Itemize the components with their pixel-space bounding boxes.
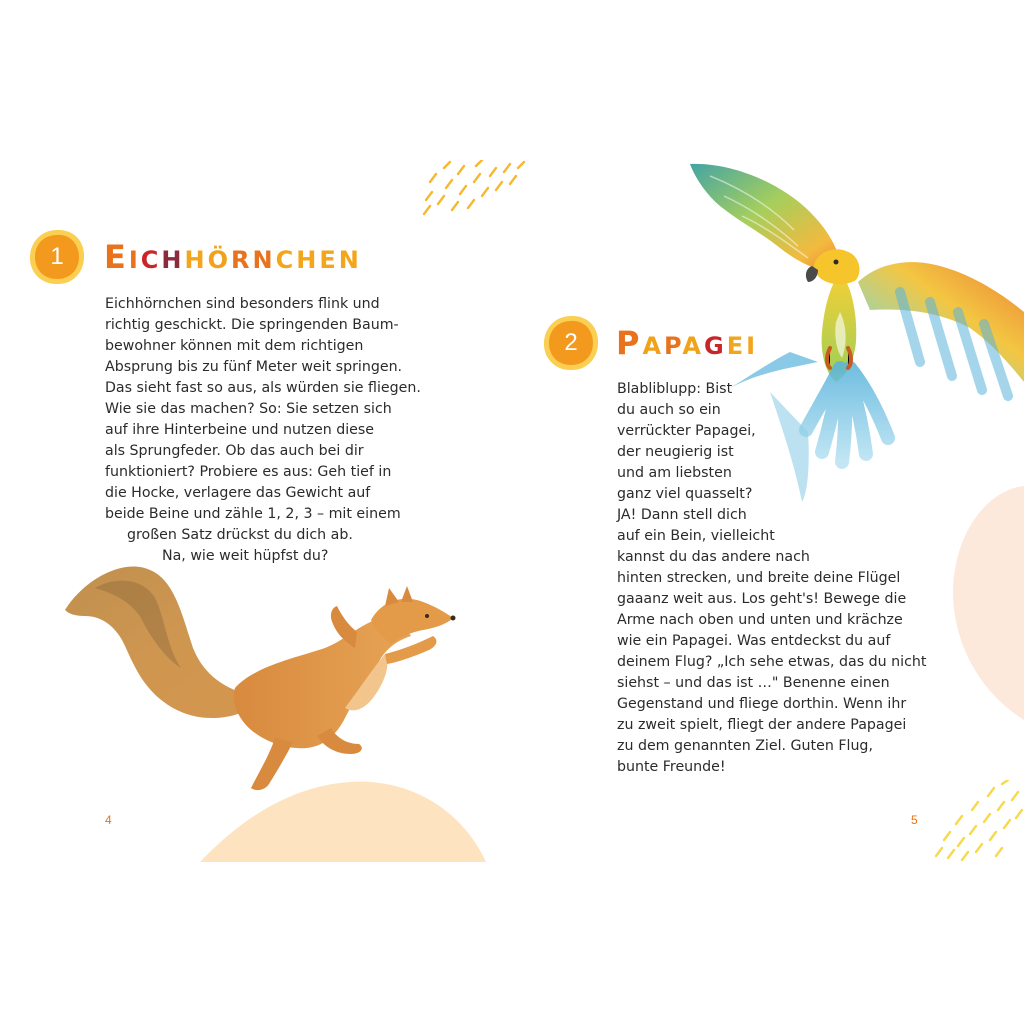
title-letter: H <box>296 246 320 274</box>
text-papagei <box>617 379 926 778</box>
text-line: gaaanz weit aus. Los geht's! Bewege die <box>617 591 907 607</box>
text-line: verrückter Papagei, <box>617 423 756 439</box>
text-line: Na, wie weit hüpfst du? <box>162 548 329 564</box>
title-letter: I <box>746 332 759 360</box>
section-number: 1 <box>50 243 64 270</box>
text-line: hinten strecken, und breite deine Flügel <box>617 570 901 586</box>
title-letter: A <box>642 332 665 360</box>
text-line: Blabliblupp: Bist <box>617 381 733 397</box>
title-letter: Ö <box>207 246 232 274</box>
text-line: bunte Freunde! <box>617 759 726 775</box>
text-line: Das sieht fast so aus, als würden sie fliegen. <box>105 380 421 396</box>
page-number-left: 4 <box>105 813 112 827</box>
text-line: deinem Flug? „Ich sehe etwas, das du nicht <box>617 654 927 670</box>
title-letter: N <box>252 246 276 274</box>
text-line: großen Satz drückst du dich ab. <box>127 527 353 543</box>
title-letter: E <box>726 332 747 360</box>
text-eichhoernchen <box>105 294 421 567</box>
text-line: funktioniert? Probiere es aus: Geh tief in <box>105 464 392 480</box>
text-line: Absprung bis zu fünf Meter weit springen. <box>105 359 403 375</box>
text-line: Wie sie das machen? So: Sie setzen sich <box>105 401 392 417</box>
title-letter: H <box>161 246 185 274</box>
title-letter: N <box>338 246 362 274</box>
title-letter: I <box>128 246 141 274</box>
text-line: ganz viel quasselt? <box>617 486 753 502</box>
text-line: bewohner können mit dem richtigen <box>105 338 364 354</box>
title-letter: R <box>231 246 253 274</box>
text-line: richtig geschickt. Die springenden Baum- <box>105 317 399 333</box>
dash-pattern-top <box>418 160 530 218</box>
title-letter: A <box>682 332 704 360</box>
text-line: beide Beine und zähle 1, 2, 3 – mit einem <box>105 506 401 522</box>
text-line: Eichhörnchen sind besonders flink und <box>105 296 380 312</box>
blob-left-bottom <box>200 780 486 862</box>
title-letter: C <box>275 246 297 274</box>
title-letter: E <box>104 238 129 276</box>
text-line: Gegenstand und fliege dorthin. Wenn ihr <box>617 696 907 712</box>
section-number: 2 <box>564 329 578 356</box>
text-line: du auch so ein <box>617 402 721 418</box>
page-number-right: 5 <box>911 813 918 827</box>
text-line: als Sprungfeder. Ob das auch bei dir <box>105 443 364 459</box>
title-letter: E <box>319 246 339 274</box>
title-letter: P <box>616 324 643 362</box>
text-line: Arme nach oben und unten und krächze <box>617 612 903 628</box>
dash-pattern-bottom <box>932 780 1024 862</box>
title-letter: H <box>184 246 208 274</box>
squirrel-illustration <box>55 558 465 798</box>
title-letter: P <box>664 332 683 360</box>
section-title-papagei <box>616 324 758 362</box>
text-line: der neugierig ist <box>617 444 734 460</box>
section-number-badge-1 <box>28 228 86 286</box>
text-line: kannst du das andere nach <box>617 549 810 565</box>
text-line: zu zweit spielt, fliegt der andere Papagei <box>617 717 907 733</box>
title-letter: G <box>704 332 727 360</box>
text-line: auf ein Bein, vielleicht <box>617 528 775 544</box>
text-line: JA! Dann stell dich <box>617 507 747 523</box>
text-line: auf ihre Hinterbeine und nutzen diese <box>105 422 375 438</box>
text-line: und am liebsten <box>617 465 732 481</box>
text-line: siehst – und das ist …" Benenne einen <box>617 675 890 691</box>
text-line: die Hocke, verlagere das Gewicht auf <box>105 485 371 501</box>
section-title-eichhoernchen <box>104 238 362 276</box>
title-letter: C <box>140 246 162 274</box>
text-line: zu dem genannten Ziel. Guten Flug, <box>617 738 873 754</box>
text-line: wie ein Papagei. Was entdeckst du auf <box>617 633 891 649</box>
section-number-badge-2 <box>542 314 600 372</box>
